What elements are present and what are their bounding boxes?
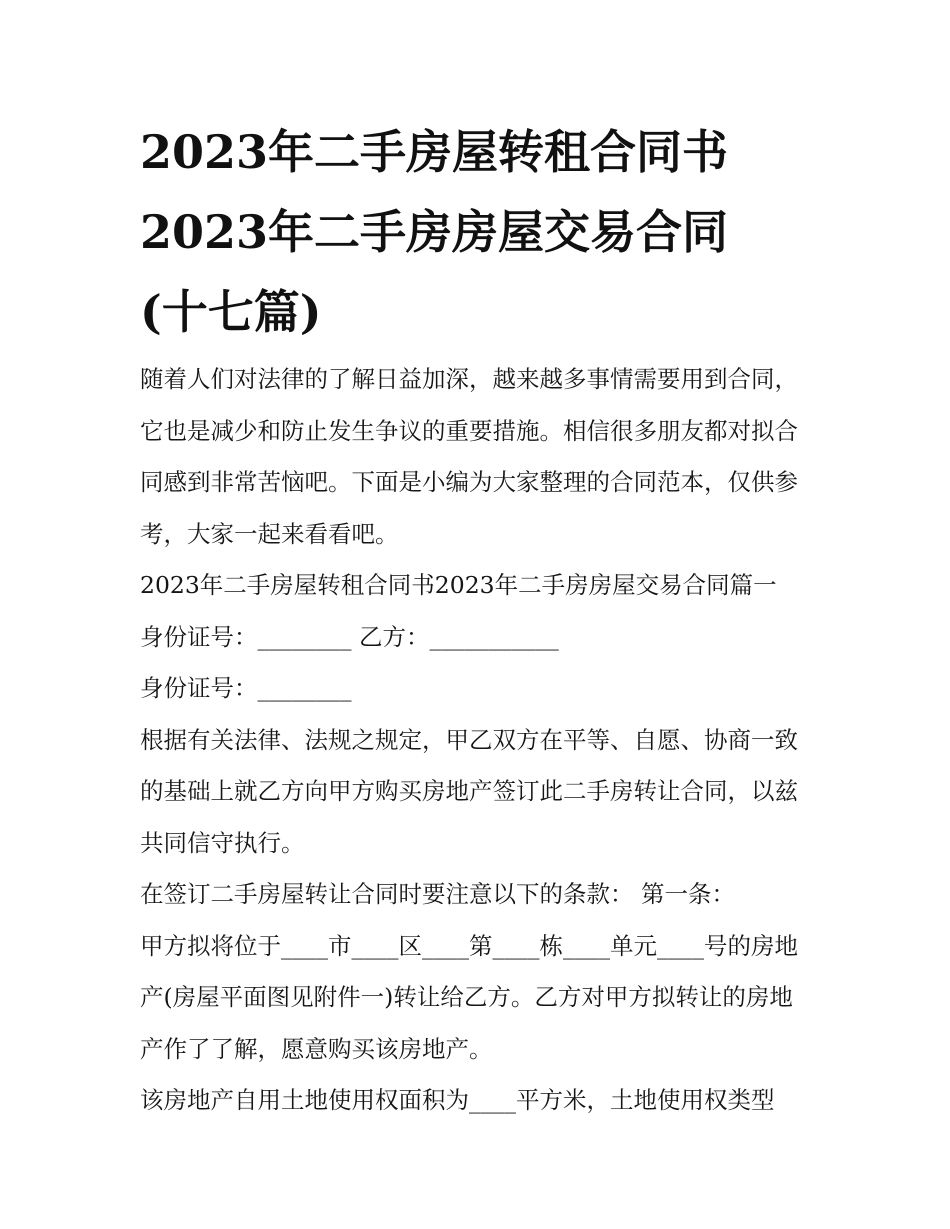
title-line-1: 2023年二手房屋转租合同书	[140, 125, 729, 179]
section-heading: 2023年二手房屋转租合同书2023年二手房房屋交易合同篇一	[140, 571, 777, 599]
id-number-line: 身份证号：________	[140, 674, 352, 702]
title-line-3: (十七篇)	[140, 285, 322, 339]
article-one-paragraph: 甲方拟将位于____市____区____第____栋____单元____号的房地产(房屋平面图见附件一)转让给乙方。乙方对甲方拟转让的房地产作了了解，愿意购买该房地产。	[140, 931, 798, 1063]
title-line-2: 2023年二手房房屋交易合同	[140, 205, 729, 259]
id-number-line-party-b: 身份证号：________ 乙方：___________	[140, 622, 559, 651]
document-title	[140, 112, 820, 352]
terms-intro-paragraph: 在签订二手房屋转让合同时要注意以下的条款： 第一条：	[140, 880, 735, 908]
intro-paragraph: 随着人们对法律的了解日益加深，越来越多事情需要用到合同，它也是减少和防止发生争议的重要措施。相信很多朋友都对拟合同感到非常苦恼吧。下面是小编为大家整理的合同范本，仅供参考，大家一起来看看吧。	[140, 365, 798, 548]
land-area-paragraph: 该房地产自用土地使用权面积为____平方米，土地使用权类型	[140, 1086, 775, 1114]
document-body	[140, 354, 815, 1127]
agreement-basis-paragraph: 根据有关法律、法规之规定，甲乙双方在平等、自愿、协商一致的基础上就乙方向甲方购买房地产签订此二手房转让合同，以兹共同信守执行。	[140, 725, 798, 857]
